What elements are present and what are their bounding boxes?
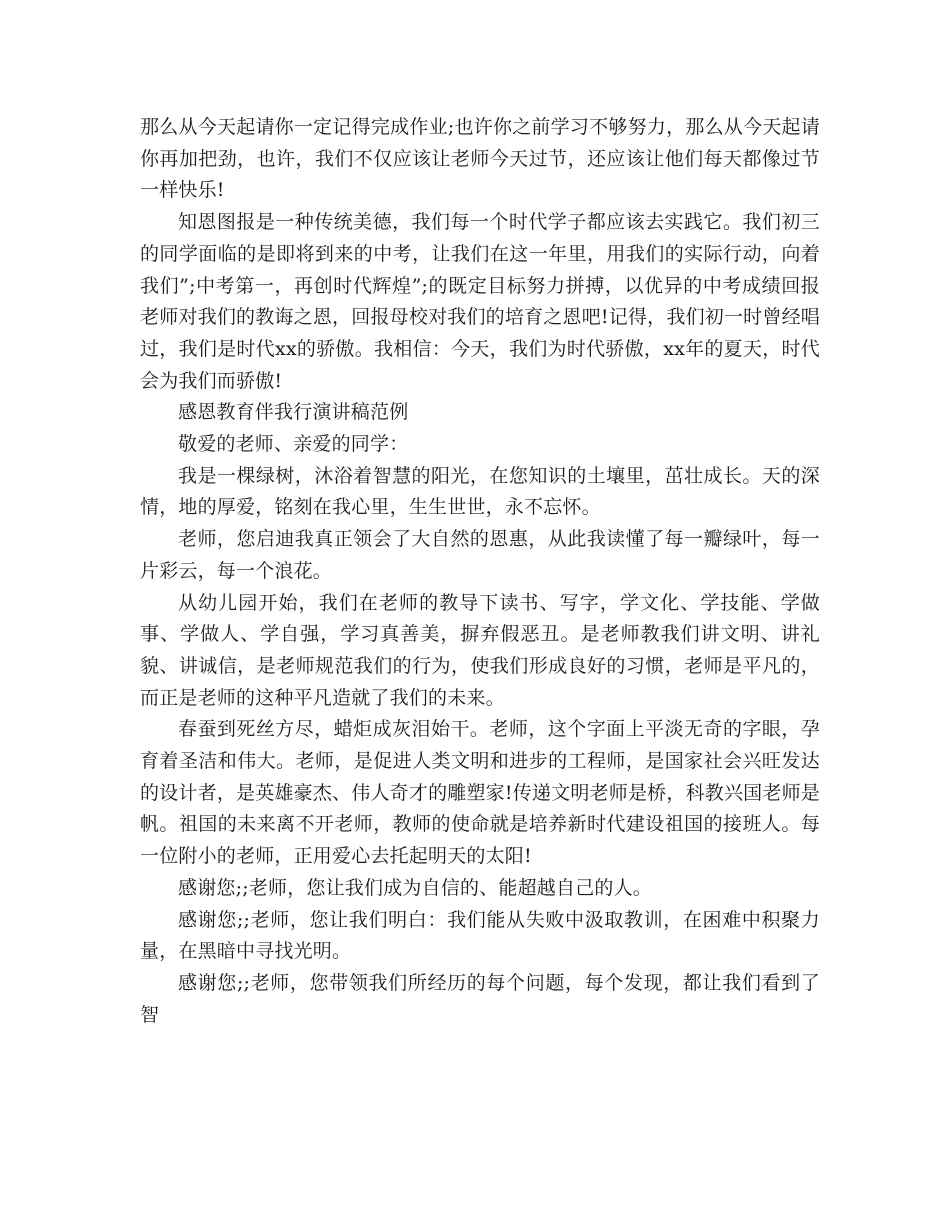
paragraph-2: 知恩图报是一种传统美德，我们每一个时代学子都应该去实践它。我们初三的同学面临的是即将到来的中考，让我们在这一年里，用我们的实际行动，向着我们”;中考第一，再创时代辉煌”;的既定目标努力拼搏，以优异的中考成绩回报老师对我们的教诲之恩，回报母校对我们的培育之恩吧!记得，我们初一时曾经唱过，我们是时代xx的骄傲。我相信：今天，我们为时代骄傲，xx年的夏天，时代会为我们而骄傲!	[140, 211, 820, 392]
section-title: 感恩教育伴我行演讲稿范例	[178, 401, 409, 424]
paragraph-1: 那么从今天起请你一定记得完成作业;也许你之前学习不够努力，那么从今天起请你再加把劲，也许，我们不仅应该让老师今天过节，还应该让他们每天都像过节一样快乐!	[140, 116, 820, 202]
paragraph-6: 老师，您启迪我真正领会了大自然的恩惠，从此我读懂了每一瓣绿叶，每一片彩云，每一个浪花。	[140, 528, 820, 582]
salutation: 敬爱的老师、亲爱的同学：	[178, 433, 409, 456]
paragraph-9: 感谢您;;老师，您让我们成为自信的、能超越自己的人。	[178, 876, 653, 899]
paragraph-8: 春蚕到死丝方尽，蜡炬成灰泪始干。老师，这个字面上平淡无奇的字眼，孕育着圣洁和伟大。老师，是促进人类文明和进步的工程师，是国家社会兴旺发达的设计者，是英雄豪杰、伟人奇才的雕塑家!传递文明老师是桥，科教兴国老师是帆。祖国的未来离不开老师，教师的使命就是培养新时代建设祖国的接班人。每一位附小的老师，正用爱心去托起明天的太阳!	[140, 718, 820, 868]
paragraph-11: 感谢您;;老师，您带领我们所经历的每个问题，每个发现，都让我们看到了智	[140, 971, 820, 1026]
paragraph-7: 从幼儿园开始，我们在老师的教导下读书、写字，学文化、学技能、学做事、学做人、学自强，学习真善美，摒弃假恶丑。是老师教我们讲文明、讲礼貌、讲诚信，是老师规范我们的行为，使我们形成良好的习惯，老师是平凡的，而正是老师的这种平凡造就了我们的未来。	[140, 591, 820, 709]
paragraph-5: 我是一棵绿树，沐浴着智慧的阳光，在您知识的土壤里，茁壮成长。天的深情，地的厚爱，铭刻在我心里，生生世世，永不忘怀。	[140, 464, 820, 519]
paragraph-10: 感谢您;;老师，您让我们明白：我们能从失败中汲取教训，在困难中积聚力量，在黑暗中寻找光明。	[140, 908, 820, 963]
document-body	[140, 112, 820, 1031]
